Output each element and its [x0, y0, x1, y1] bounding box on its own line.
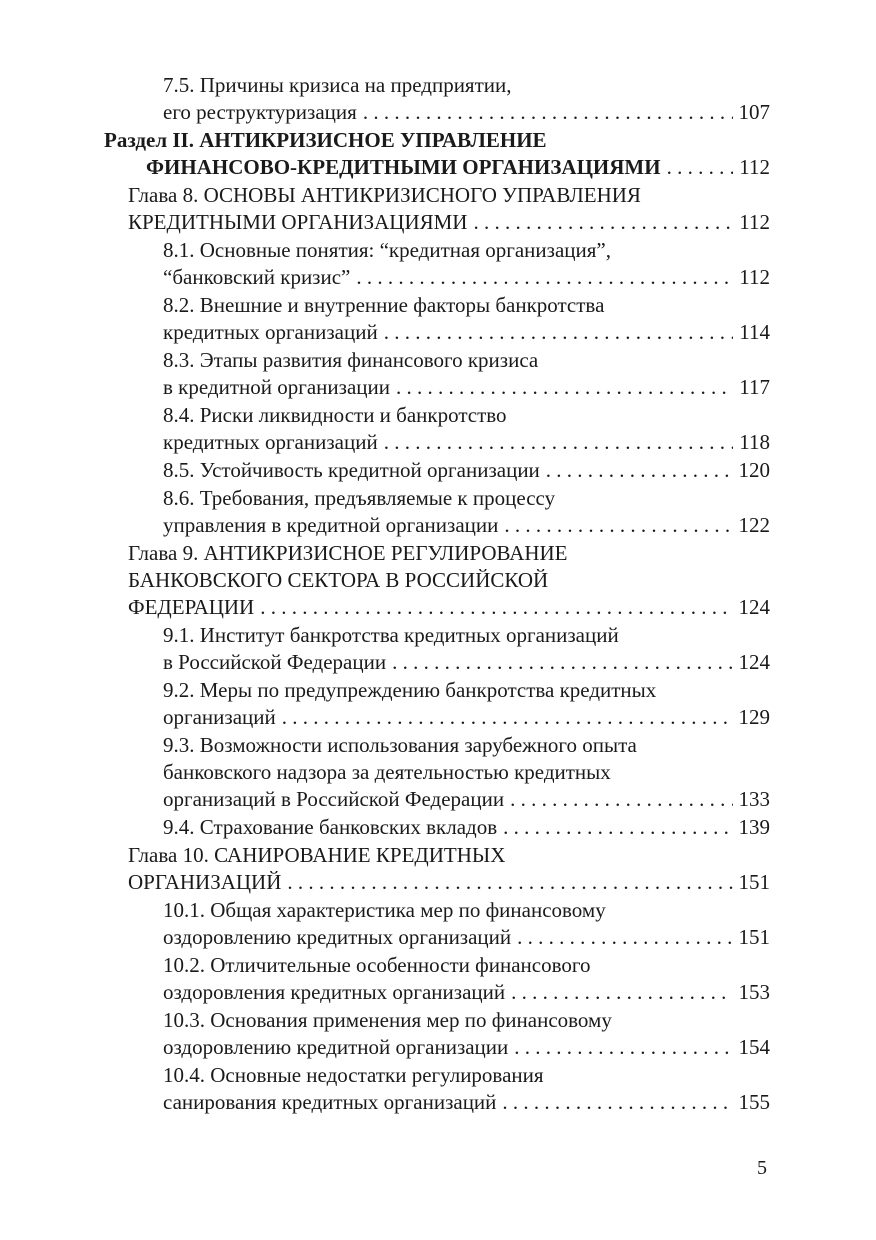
toc-entry-last-line [163, 814, 770, 841]
toc-entry-title: в Российской Федерации [163, 650, 387, 674]
toc-entry-title: оздоровлению кредитной организации [163, 1035, 509, 1059]
toc-entry-last-line [128, 869, 770, 896]
table-of-contents [0, 72, 876, 1117]
toc-entry-last-line [163, 319, 770, 346]
toc-entry [0, 402, 876, 456]
toc-entry-title: ФИНАНСОВО-КРЕДИТНЫМИ ОРГАНИЗАЦИЯМИ [146, 155, 661, 179]
toc-entry-last-line [163, 1034, 770, 1061]
toc-entry-line: 10.2. Отличительные особенности финансового [163, 953, 591, 977]
toc-entry [0, 182, 876, 236]
toc-entry-line: 8.1. Основные понятия: “кредитная организация”, [163, 238, 611, 262]
toc-entry [0, 1007, 876, 1061]
dot-leader [392, 649, 732, 676]
toc-page-number: 151 [738, 870, 770, 894]
toc-entry-line: Глава 9. АНТИКРИЗИСНОЕ РЕГУЛИРОВАНИЕ [128, 541, 568, 565]
toc-entry-title: в кредитной организации [163, 375, 390, 399]
toc-entry-last-line [163, 99, 770, 126]
toc-entry-last-line [163, 979, 770, 1006]
toc-page-number: 153 [738, 980, 770, 1004]
toc-page-number: 139 [738, 815, 770, 839]
toc-entry [0, 732, 876, 813]
toc-entry-last-line [128, 209, 770, 236]
dot-leader [287, 869, 732, 896]
toc-page-number: 133 [738, 787, 770, 811]
toc-entry-title: кредитных организаций [163, 430, 378, 454]
dot-leader [667, 154, 734, 181]
toc-entry-title: оздоровления кредитных организаций [163, 980, 506, 1004]
toc-entry-line: 8.3. Этапы развития финансового кризиса [163, 348, 539, 372]
toc-entry [0, 814, 876, 841]
toc-entry-line: 8.6. Требования, предъявляемые к процессу [163, 486, 556, 510]
toc-entry-title: организаций в Российской Федерации [163, 787, 505, 811]
toc-page-number: 112 [739, 210, 770, 234]
dot-leader [546, 457, 733, 484]
toc-entry-line: БАНКОВСКОГО СЕКТОРА В РОССИЙСКОЙ [128, 568, 549, 592]
toc-entry-line: 8.2. Внешние и внутренние факторы банкротства [163, 293, 605, 317]
dot-leader [356, 264, 733, 291]
toc-entry-line: 10.4. Основные недостатки регулирования [163, 1063, 544, 1087]
toc-entry [0, 72, 876, 126]
dot-leader [517, 924, 732, 951]
dot-leader [510, 786, 732, 813]
toc-page-number: 155 [738, 1090, 770, 1114]
toc-entry-last-line [128, 594, 770, 621]
toc-entry-title: 8.5. Устойчивость кредитной организации [163, 458, 540, 482]
dot-leader [473, 209, 733, 236]
dot-leader [396, 374, 733, 401]
toc-entry-line: 10.1. Общая характеристика мер по финансовому [163, 898, 606, 922]
toc-entry-title: ФЕДЕРАЦИИ [128, 595, 255, 619]
toc-entry [0, 485, 876, 539]
toc-entry-line: Глава 8. ОСНОВЫ АНТИКРИЗИСНОГО УПРАВЛЕНИЯ [128, 183, 641, 207]
toc-entry-title: санирования кредитных организаций [163, 1090, 497, 1114]
toc-entry-last-line [163, 704, 770, 731]
toc-entry-line: Раздел II. АНТИКРИЗИСНОЕ УПРАВЛЕНИЕ [104, 128, 547, 152]
toc-entry [0, 677, 876, 731]
toc-entry-last-line [163, 264, 770, 291]
dot-leader [384, 429, 734, 456]
toc-entry-title: его реструктуризация [163, 100, 357, 124]
toc-entry-last-line [104, 154, 770, 181]
toc-entry-title: организаций [163, 705, 276, 729]
toc-page-number: 114 [739, 320, 770, 344]
toc-entry-line: Глава 10. САНИРОВАНИЕ КРЕДИТНЫХ [128, 843, 506, 867]
toc-page-number: 129 [738, 705, 770, 729]
toc-entry [0, 1062, 876, 1116]
toc-entry-line: 10.3. Основания применения мер по финансовому [163, 1008, 612, 1032]
toc-page-number: 117 [739, 375, 770, 399]
toc-entry [0, 622, 876, 676]
toc-entry [0, 292, 876, 346]
toc-entry-line: 8.4. Риски ликвидности и банкротство [163, 403, 507, 427]
toc-entry-last-line [163, 924, 770, 951]
toc-entry [0, 897, 876, 951]
toc-entry [0, 347, 876, 401]
toc-entry-last-line [163, 457, 770, 484]
dot-leader [511, 979, 732, 1006]
toc-entry-last-line [163, 786, 770, 813]
dot-leader [503, 814, 732, 841]
toc-entry-last-line [163, 374, 770, 401]
toc-entry [0, 127, 876, 181]
toc-entry-last-line [163, 429, 770, 456]
toc-entry-title: 9.4. Страхование банковских вкладов [163, 815, 498, 839]
toc-entry [0, 842, 876, 896]
toc-entry [0, 237, 876, 291]
toc-entry-line: 9.1. Институт банкротства кредитных организаций [163, 623, 619, 647]
toc-page-number: 124 [738, 595, 770, 619]
dot-leader [282, 704, 733, 731]
toc-page-number: 120 [738, 458, 770, 482]
toc-entry [0, 952, 876, 1006]
dot-leader [384, 319, 734, 346]
toc-page-number: 122 [738, 513, 770, 537]
toc-page-number: 107 [738, 100, 770, 124]
page-number: 5 [757, 1157, 767, 1179]
toc-page-number: 154 [738, 1035, 770, 1059]
toc-entry-line: 7.5. Причины кризиса на предприятии, [163, 73, 512, 97]
dot-leader [502, 1089, 732, 1116]
toc-entry-title: “банковский кризис” [163, 265, 351, 289]
toc-entry-line: 9.2. Меры по предупреждению банкротства кредитных [163, 678, 657, 702]
toc-page-number: 151 [738, 925, 770, 949]
dot-leader [260, 594, 732, 621]
toc-entry-last-line [163, 649, 770, 676]
toc-entry-title: кредитных организаций [163, 320, 378, 344]
toc-entry-title: управления в кредитной организации [163, 513, 499, 537]
toc-page-number: 118 [739, 430, 770, 454]
toc-page-number: 112 [739, 265, 770, 289]
toc-entry-title: ОРГАНИЗАЦИЙ [128, 870, 282, 894]
toc-entry-line: банковского надзора за деятельностью кредитных [163, 760, 611, 784]
toc-entry [0, 457, 876, 484]
toc-entry-line: 9.3. Возможности использования зарубежного опыта [163, 733, 637, 757]
dot-leader [514, 1034, 732, 1061]
dot-leader [504, 512, 732, 539]
toc-page-number: 112 [739, 155, 770, 179]
toc-page-number: 124 [738, 650, 770, 674]
toc-entry-last-line [163, 1089, 770, 1116]
toc-entry-title: оздоровлению кредитных организаций [163, 925, 512, 949]
toc-entry-last-line [163, 512, 770, 539]
dot-leader [363, 99, 733, 126]
toc-entry-title: КРЕДИТНЫМИ ОРГАНИЗАЦИЯМИ [128, 210, 468, 234]
toc-entry [0, 540, 876, 621]
